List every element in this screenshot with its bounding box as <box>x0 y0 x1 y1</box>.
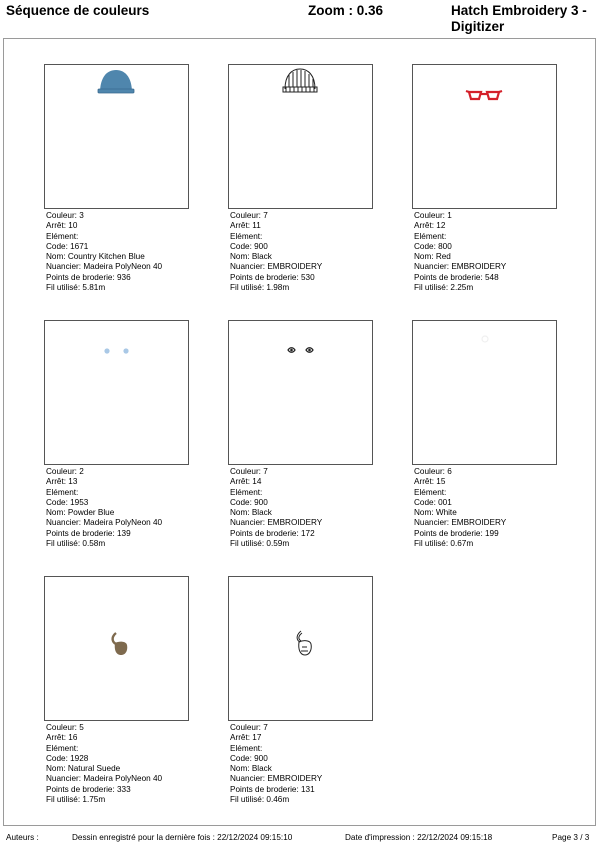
app-name-line-1: Hatch Embroidery 3 - <box>451 3 587 18</box>
thread-chart: Nuancier: EMBROIDERY <box>230 262 323 272</box>
element-label: Elément: <box>46 487 79 497</box>
zoom-level: Zoom : 0.36 <box>308 3 384 18</box>
thread-used: Fil utilisé: 1.98m <box>230 283 290 293</box>
color-preview <box>228 64 373 209</box>
thread-chart: Nuancier: EMBROIDERY <box>414 262 507 272</box>
color-number: Couleur: 6 <box>414 467 452 476</box>
color-info <box>230 211 373 293</box>
thread-code: Code: 1671 <box>46 241 89 251</box>
thread-code: Code: 900 <box>230 753 268 763</box>
stitch-count: Points de broderie: 139 <box>46 528 131 538</box>
thread-code: Code: 800 <box>414 241 452 251</box>
thread-name: Nom: Powder Blue <box>46 508 115 518</box>
stitch-count: Points de broderie: 548 <box>414 272 499 282</box>
thread-name: Nom: Black <box>230 252 272 262</box>
thread-chart: Nuancier: Madeira PolyNeon 40 <box>46 518 163 528</box>
thread-code: Code: 1953 <box>46 497 89 507</box>
color-number: Couleur: 3 <box>46 211 84 220</box>
color-sequence-card <box>44 64 189 293</box>
color-preview <box>44 64 189 209</box>
color-sequence-card <box>228 320 373 549</box>
thread-code: Code: 001 <box>414 497 452 507</box>
color-number: Couleur: 2 <box>46 467 84 476</box>
thread-used: Fil utilisé: 5.81m <box>46 283 106 293</box>
stop-number: Arrêt: 12 <box>414 221 446 231</box>
stop-number: Arrêt: 16 <box>46 733 78 743</box>
color-sequence-card <box>412 64 557 293</box>
stitch-count: Points de broderie: 936 <box>46 272 131 282</box>
stop-number: Arrêt: 13 <box>46 477 78 487</box>
thread-used: Fil utilisé: 0.59m <box>230 539 290 549</box>
color-preview <box>412 320 557 465</box>
color-info <box>46 467 189 549</box>
color-preview <box>228 576 373 721</box>
thread-chart: Nuancier: EMBROIDERY <box>230 774 323 784</box>
element-label: Elément: <box>230 743 263 753</box>
color-preview <box>412 64 557 209</box>
color-preview <box>44 576 189 721</box>
element-label: Elément: <box>230 487 263 497</box>
color-info <box>230 723 373 805</box>
thread-code: Code: 1928 <box>46 753 89 763</box>
footer-page-number: Page 3 / 3 <box>552 833 590 842</box>
color-info <box>230 467 373 549</box>
color-sequence-card <box>228 576 373 805</box>
thread-name: Nom: Black <box>230 764 272 774</box>
stop-number: Arrêt: 11 <box>230 221 261 231</box>
thread-used: Fil utilisé: 2.25m <box>414 283 474 293</box>
thread-name: Nom: Red <box>414 252 451 262</box>
stitch-count: Points de broderie: 131 <box>230 784 315 794</box>
stop-number: Arrêt: 15 <box>414 477 446 487</box>
color-sequence-card <box>44 320 189 549</box>
color-number: Couleur: 1 <box>414 211 452 220</box>
stitch-count: Points de broderie: 530 <box>230 272 315 282</box>
thread-used: Fil utilisé: 0.67m <box>414 539 474 549</box>
thread-used: Fil utilisé: 0.58m <box>46 539 106 549</box>
stop-number: Arrêt: 17 <box>230 733 262 743</box>
thread-name: Nom: Country Kitchen Blue <box>46 252 145 262</box>
color-info <box>46 723 189 805</box>
color-number: Couleur: 7 <box>230 723 268 732</box>
element-label: Elément: <box>46 231 79 241</box>
color-info <box>414 211 557 293</box>
color-number: Couleur: 5 <box>46 723 84 732</box>
stitch-count: Points de broderie: 199 <box>414 528 499 538</box>
thread-chart: Nuancier: Madeira PolyNeon 40 <box>46 774 163 784</box>
stop-number: Arrêt: 10 <box>46 221 78 231</box>
color-sequence-card <box>44 576 189 805</box>
stitch-count: Points de broderie: 333 <box>46 784 131 794</box>
color-info <box>414 467 557 549</box>
color-sequence-card <box>412 320 557 549</box>
element-label: Elément: <box>414 487 447 497</box>
thread-used: Fil utilisé: 0.46m <box>230 795 290 805</box>
footer <box>0 830 600 846</box>
thread-chart: Nuancier: EMBROIDERY <box>414 518 507 528</box>
element-label: Elément: <box>46 743 79 753</box>
thread-chart: Nuancier: Madeira PolyNeon 40 <box>46 262 163 272</box>
footer-saved-date: Dessin enregistré pour la dernière fois : 22/12/2024 09:15:10 <box>72 833 293 842</box>
app-name-line-2: Digitizer <box>451 19 505 34</box>
element-label: Elément: <box>230 231 263 241</box>
stop-number: Arrêt: 14 <box>230 477 262 487</box>
footer-authors: Auteurs : <box>6 833 39 842</box>
thread-used: Fil utilisé: 1.75m <box>46 795 106 805</box>
page-title: Séquence de couleurs <box>6 3 150 18</box>
stitch-count: Points de broderie: 172 <box>230 528 315 538</box>
thread-name: Nom: White <box>414 508 457 518</box>
color-info <box>46 211 189 293</box>
color-preview <box>44 320 189 465</box>
thread-name: Nom: Black <box>230 508 272 518</box>
thread-code: Code: 900 <box>230 241 268 251</box>
color-sequence-card <box>228 64 373 293</box>
thread-code: Code: 900 <box>230 497 268 507</box>
thread-chart: Nuancier: EMBROIDERY <box>230 518 323 528</box>
color-preview <box>228 320 373 465</box>
app-name <box>451 3 599 35</box>
footer-print-date: Date d'impression : 22/12/2024 09:15:18 <box>345 833 493 842</box>
color-number: Couleur: 7 <box>230 211 268 220</box>
thread-name: Nom: Natural Suede <box>46 764 121 774</box>
element-label: Elément: <box>414 231 447 241</box>
color-number: Couleur: 7 <box>230 467 268 476</box>
